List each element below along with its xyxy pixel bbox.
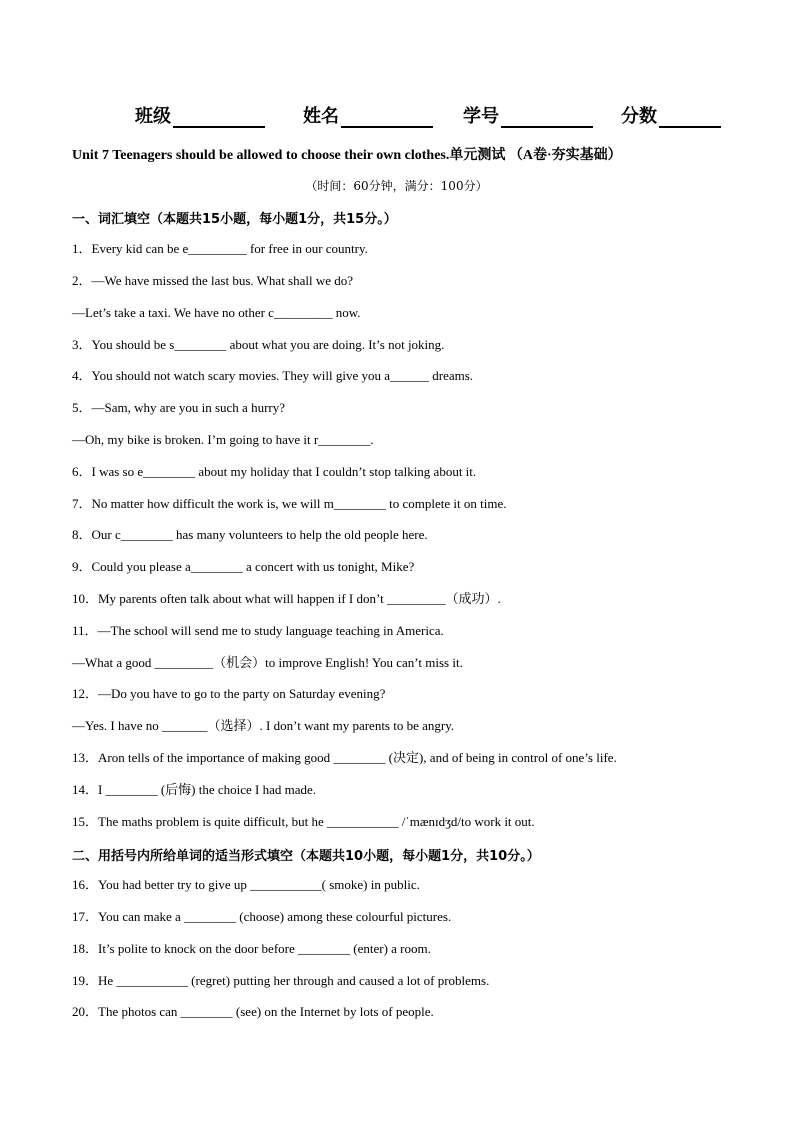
question-line: 2．—We have missed the last bus. What shall we do? [72,273,354,288]
id-field [463,104,593,128]
question-line: 18．It’s polite to knock on the door before ________ (enter) a room. [72,941,431,956]
question-line: —Let’s take a taxi. We have no other c_________ now. [72,305,361,320]
question-line: 15．The maths problem is quite difficult, but he ___________ /ˈmænɪdʒd/to work it out. [72,814,535,829]
question-line: 20．The photos can ________ (see) on the Internet by lots of people. [72,1004,434,1019]
id-blank[interactable] [501,106,593,128]
student-info-header [0,104,793,130]
question-line: —What a good _________（机会）to improve English! You can’t miss it. [72,655,463,670]
name-field [303,104,433,128]
question-line: 9．Could you please a________ a concert with us tonight, Mike? [72,559,415,574]
question-line: 7．No matter how difficult the work is, we will m________ to complete it on time. [72,496,507,511]
class-field [135,104,265,128]
score-field [621,104,721,128]
exam-info: （时间：60分钟，满分：100分） [305,179,488,193]
section-heading-vocabulary: 一、词汇填空（本题共15小题，每小题1分，共15分。） [72,212,397,227]
score-label: 分数 [621,106,657,127]
score-blank[interactable] [659,106,721,128]
question-line: 6．I was so e________ about my holiday that I couldn’t stop talking about it. [72,464,477,479]
question-line: 13．Aron tells of the importance of making good ________ (决定), and of being in control of one’s life. [72,750,617,765]
question-line: 3．You should be s________ about what you are doing. It’s not joking. [72,337,445,352]
question-line: 4．You should not watch scary movies. They will give you a______ dreams. [72,368,474,383]
question-line: —Yes. I have no _______（选择）. I don’t want my parents to be angry. [72,718,455,733]
section-heading-word-forms: 二、用括号内所给单词的适当形式填空（本题共10小题，每小题1分，共10分。） [72,849,540,864]
question-line: 16．You had better try to give up ___________( smoke) in public. [72,877,420,892]
name-blank[interactable] [341,106,433,128]
question-line: 14．I ________ (后悔) the choice I had made. [72,782,317,797]
question-line: 10．My parents often talk about what will happen if I don’t _________（成功）. [72,591,501,606]
id-label: 学号 [463,106,499,127]
class-label: 班级 [135,106,171,127]
question-line: 5．—Sam, why are you in such a hurry? [72,400,286,415]
question-line: 11．—The school will send me to study language teaching in America. [72,623,444,638]
page-title: Unit 7 Teenagers should be allowed to choose their own clothes.单元测试 （A卷·夯实基础） [72,148,622,163]
question-line: 17．You can make a ________ (choose) among these colourful pictures. [72,909,452,924]
question-line: 19．He ___________ (regret) putting her through and caused a lot of problems. [72,973,490,988]
question-line: 8．Our c________ has many volunteers to help the old people here. [72,527,428,542]
name-label: 姓名 [303,106,339,127]
question-line: 1．Every kid can be e_________ for free in our country. [72,241,368,256]
question-line: 12．—Do you have to go to the party on Saturday evening? [72,686,386,701]
class-blank[interactable] [173,106,265,128]
question-line: —Oh, my bike is broken. I’m going to have it r________. [72,432,374,447]
